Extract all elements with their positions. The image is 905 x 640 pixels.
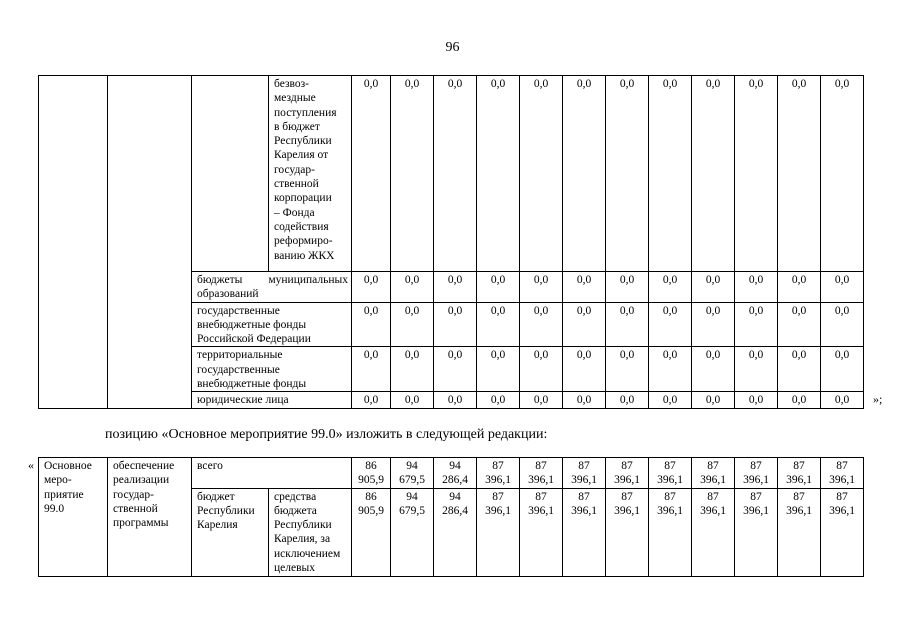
- value-cell: 0,0: [520, 302, 563, 347]
- funds-value-cell: 87 396,1: [477, 488, 520, 576]
- value-cell: 0,0: [649, 392, 692, 408]
- funds-value-cell: 87 396,1: [606, 488, 649, 576]
- value-cell: 0,0: [563, 347, 606, 392]
- budget-label: бюджет Республики Карелия: [192, 488, 269, 576]
- value-cell: 0,0: [352, 302, 391, 347]
- funding-source: безвоз- мездные поступления в бюджет Республики Карелия от государ- ственной корпорации – Фонда содействия реформиро- ванию ЖКХ: [269, 76, 352, 272]
- total-value-cell: 87 396,1: [735, 458, 778, 489]
- value-cell: 0,0: [778, 392, 821, 408]
- funds-value-cell: 87 396,1: [649, 488, 692, 576]
- value-cell: 0,0: [692, 302, 735, 347]
- value-cell: 0,0: [563, 76, 606, 272]
- value-cell: 0,0: [520, 347, 563, 392]
- value-cell: 0,0: [434, 272, 477, 303]
- value-cell: 0,0: [391, 302, 434, 347]
- value-cell: 0,0: [391, 347, 434, 392]
- funding-source: юридические лица: [192, 392, 352, 408]
- value-cell: 0,0: [563, 302, 606, 347]
- total-value-cell: 87 396,1: [563, 458, 606, 489]
- total-value-cell: 87 396,1: [821, 458, 864, 489]
- value-cell: 0,0: [434, 302, 477, 347]
- opening-quote: «: [28, 458, 34, 472]
- value-cell: 0,0: [821, 392, 864, 408]
- value-cell: 0,0: [778, 76, 821, 272]
- total-value-cell: 87 396,1: [649, 458, 692, 489]
- value-cell: 0,0: [520, 392, 563, 408]
- value-cell: 0,0: [735, 76, 778, 272]
- funds-value-cell: 86 905,9: [352, 488, 391, 576]
- table-row-total: [39, 458, 864, 489]
- value-cell: 0,0: [391, 76, 434, 272]
- value-cell: 0,0: [477, 272, 520, 303]
- main-activity-table: [38, 457, 864, 577]
- value-cell: 0,0: [735, 347, 778, 392]
- value-cell: 0,0: [821, 302, 864, 347]
- value-cell: 0,0: [778, 272, 821, 303]
- activity-goal: обеспечение реализации государ- ственной программы: [108, 458, 192, 577]
- funds-value-cell: 94 679,5: [391, 488, 434, 576]
- funds-value-cell: 87 396,1: [778, 488, 821, 576]
- value-cell: 0,0: [352, 347, 391, 392]
- funds-value-cell: 87 396,1: [520, 488, 563, 576]
- value-cell: 0,0: [477, 76, 520, 272]
- total-value-cell: 86 905,9: [352, 458, 391, 489]
- total-value-cell: 87 396,1: [692, 458, 735, 489]
- total-value-cell: 87 396,1: [477, 458, 520, 489]
- value-cell: 0,0: [606, 302, 649, 347]
- value-cell: 0,0: [434, 392, 477, 408]
- empty-cell: [108, 76, 192, 409]
- value-cell: 0,0: [434, 76, 477, 272]
- empty-cell: [39, 76, 108, 409]
- value-cell: 0,0: [649, 272, 692, 303]
- closing-quote: »;: [873, 392, 883, 406]
- funds-label: средства бюджета Республики Карелия, за исключением целевых: [269, 488, 352, 576]
- value-cell: 0,0: [821, 272, 864, 303]
- funding-source: государственные внебюджетные фонды Российской Федерации: [192, 302, 352, 347]
- value-cell: 0,0: [606, 392, 649, 408]
- value-cell: 0,0: [563, 272, 606, 303]
- empty-cell: [192, 76, 269, 272]
- value-cell: 0,0: [352, 392, 391, 408]
- total-value-cell: 94 286,4: [434, 458, 477, 489]
- value-cell: 0,0: [606, 76, 649, 272]
- value-cell: 0,0: [735, 272, 778, 303]
- funds-value-cell: 87 396,1: [563, 488, 606, 576]
- value-cell: 0,0: [391, 392, 434, 408]
- total-value-cell: 87 396,1: [520, 458, 563, 489]
- funds-value-cell: 87 396,1: [821, 488, 864, 576]
- value-cell: 0,0: [477, 392, 520, 408]
- value-cell: 0,0: [563, 392, 606, 408]
- value-cell: 0,0: [520, 76, 563, 272]
- funds-value-cell: 87 396,1: [735, 488, 778, 576]
- total-value-cell: 94 679,5: [391, 458, 434, 489]
- value-cell: 0,0: [520, 272, 563, 303]
- total-label: всего: [192, 458, 352, 489]
- value-cell: 0,0: [821, 76, 864, 272]
- value-cell: 0,0: [477, 302, 520, 347]
- amendment-instruction: позицию «Основное мероприятие 99.0» изложить в следующей редакции:: [105, 427, 548, 442]
- funding-source: территориальные государственные внебюджетные фонды: [192, 347, 352, 392]
- funds-value-cell: 94 286,4: [434, 488, 477, 576]
- funding-table-continuation: [38, 75, 864, 409]
- value-cell: 0,0: [606, 272, 649, 303]
- value-cell: 0,0: [821, 347, 864, 392]
- value-cell: 0,0: [778, 347, 821, 392]
- value-cell: 0,0: [606, 347, 649, 392]
- activity-name: Основное меро- приятие 99.0: [39, 458, 108, 577]
- table-row: [39, 76, 864, 272]
- value-cell: 0,0: [649, 302, 692, 347]
- value-cell: 0,0: [778, 302, 821, 347]
- value-cell: 0,0: [391, 272, 434, 303]
- funding-source: бюджеты муниципальных образований: [192, 272, 352, 303]
- value-cell: 0,0: [477, 347, 520, 392]
- total-value-cell: 87 396,1: [778, 458, 821, 489]
- value-cell: 0,0: [649, 76, 692, 272]
- value-cell: 0,0: [692, 272, 735, 303]
- value-cell: 0,0: [692, 392, 735, 408]
- funds-value-cell: 87 396,1: [692, 488, 735, 576]
- value-cell: 0,0: [692, 347, 735, 392]
- value-cell: 0,0: [434, 347, 477, 392]
- value-cell: 0,0: [352, 272, 391, 303]
- total-value-cell: 87 396,1: [606, 458, 649, 489]
- value-cell: 0,0: [735, 302, 778, 347]
- value-cell: 0,0: [692, 76, 735, 272]
- value-cell: 0,0: [352, 76, 391, 272]
- value-cell: 0,0: [735, 392, 778, 408]
- value-cell: 0,0: [649, 347, 692, 392]
- page-number: 96: [445, 40, 460, 55]
